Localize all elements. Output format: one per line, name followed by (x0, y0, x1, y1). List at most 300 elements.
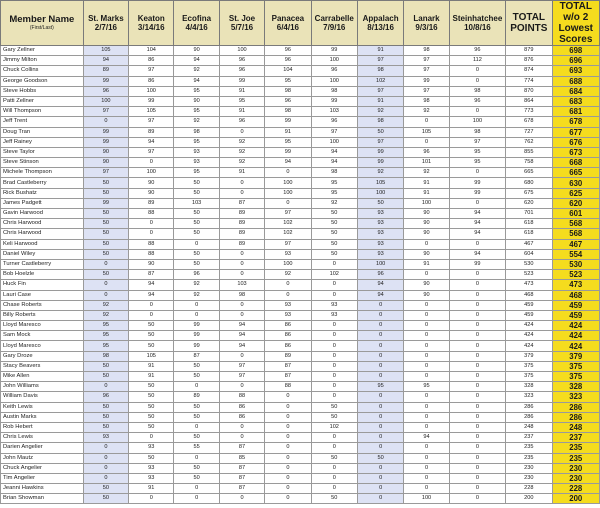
member-name-cell: Rob Hebert (1, 422, 84, 432)
total-lowest-cell: 459 (552, 310, 599, 320)
member-name-cell: Keith Lewis (1, 402, 84, 412)
score-cell: 0 (174, 239, 219, 249)
table-row (1, 188, 600, 198)
column-header-event (404, 1, 449, 46)
score-cell: 50 (357, 127, 403, 137)
score-cell: 97 (83, 168, 128, 178)
total-points-cell: 328 (506, 382, 552, 392)
score-cell: 0 (265, 412, 311, 422)
table-row (1, 198, 600, 208)
score-cell: 0 (219, 178, 264, 188)
member-name-cell: Brad Castleberry (1, 178, 84, 188)
column-header-event (174, 1, 219, 46)
score-cell: 99 (83, 127, 128, 137)
score-cell: 0 (449, 270, 505, 280)
total-lowest-cell: 673 (552, 147, 599, 157)
score-cell: 93 (129, 443, 174, 453)
total-points-cell: 235 (506, 443, 552, 453)
total-lowest-cell: 684 (552, 86, 599, 96)
score-cell: 102 (357, 76, 403, 86)
score-cell: 86 (219, 412, 264, 422)
score-cell: 93 (174, 158, 219, 168)
table-row (1, 249, 600, 259)
member-name-cell: Chuck Angelier (1, 463, 84, 473)
score-cell: 0 (311, 280, 357, 290)
score-cell: 0 (219, 300, 264, 310)
score-cell: 0 (174, 494, 219, 504)
score-cell: 90 (174, 96, 219, 106)
score-cell: 98 (311, 86, 357, 96)
score-cell: 50 (129, 382, 174, 392)
score-cell: 0 (449, 351, 505, 361)
score-cell: 94 (357, 290, 403, 300)
score-cell: 94 (129, 280, 174, 290)
score-cell: 0 (357, 494, 403, 504)
score-cell: 50 (83, 270, 128, 280)
score-cell: 92 (219, 147, 264, 157)
member-name-cell: Doug Tran (1, 127, 84, 137)
total-points-cell: 248 (506, 422, 552, 432)
score-cell: 50 (129, 412, 174, 422)
table-row (1, 229, 600, 239)
table-row (1, 412, 600, 422)
member-name-cell: Patti Zellner (1, 96, 84, 106)
score-cell: 90 (129, 188, 174, 198)
score-cell: 0 (357, 422, 403, 432)
score-cell: 0 (449, 494, 505, 504)
score-cell: 97 (265, 209, 311, 219)
total-points-cell: 870 (506, 86, 552, 96)
score-cell: 0 (404, 443, 449, 453)
score-cell: 0 (404, 341, 449, 351)
score-cell: 94 (129, 290, 174, 300)
score-cell: 91 (219, 86, 264, 96)
total-lowest-cell: 681 (552, 107, 599, 117)
member-name-cell: Mike Allen (1, 372, 84, 382)
total-lowest-cell: 248 (552, 422, 599, 432)
total-lowest-cell: 328 (552, 382, 599, 392)
score-cell: 95 (265, 76, 311, 86)
member-name-cell: Jimmy Milton (1, 56, 84, 66)
score-cell: 100 (311, 137, 357, 147)
score-cell: 95 (449, 158, 505, 168)
score-cell: 0 (357, 351, 403, 361)
score-cell: 0 (219, 433, 264, 443)
total-lowest-cell: 523 (552, 270, 599, 280)
score-cell: 0 (265, 422, 311, 432)
score-cell: 0 (83, 473, 128, 483)
score-cell: 87 (219, 198, 264, 208)
score-cell: 89 (129, 127, 174, 137)
event-date: 2/7/16 (94, 23, 117, 32)
table-row (1, 310, 600, 320)
member-name-cell: Steve Taylor (1, 147, 84, 157)
score-cell: 98 (357, 117, 403, 127)
score-cell: 0 (449, 422, 505, 432)
score-cell: 92 (265, 270, 311, 280)
score-cell: 0 (311, 433, 357, 443)
member-name-cell: Jeff Trent (1, 117, 84, 127)
score-cell: 103 (174, 198, 219, 208)
score-cell: 0 (265, 443, 311, 453)
score-cell: 93 (357, 229, 403, 239)
total-points-cell: 665 (506, 168, 552, 178)
member-name-cell: Rick Bushatz (1, 188, 84, 198)
score-cell: 88 (219, 392, 264, 402)
score-cell: 0 (129, 158, 174, 168)
score-cell: 94 (404, 433, 449, 443)
score-cell: 0 (129, 219, 174, 229)
score-cell: 0 (404, 137, 449, 147)
score-cell: 92 (83, 300, 128, 310)
table-row (1, 117, 600, 127)
score-cell: 99 (83, 137, 128, 147)
total-points-cell: 459 (506, 300, 552, 310)
score-cell: 50 (83, 361, 128, 371)
score-cell: 0 (219, 259, 264, 269)
member-name-cell: Lauri Case (1, 290, 84, 300)
score-cell: 94 (449, 249, 505, 259)
score-cell: 91 (265, 127, 311, 137)
table-row (1, 331, 600, 341)
score-cell: 93 (357, 209, 403, 219)
score-cell: 0 (83, 443, 128, 453)
score-cell: 0 (129, 229, 174, 239)
score-cell: 0 (311, 331, 357, 341)
total-lowest-cell: 424 (552, 321, 599, 331)
score-cell: 93 (83, 433, 128, 443)
score-cell: 0 (357, 341, 403, 351)
score-cell: 0 (357, 473, 403, 483)
score-cell: 50 (174, 463, 219, 473)
event-name: Panacea (271, 14, 305, 23)
total-points-cell: 701 (506, 209, 552, 219)
table-row (1, 107, 600, 117)
table-row (1, 147, 600, 157)
column-header-event (357, 1, 403, 46)
event-date: 7/9/16 (323, 23, 346, 32)
score-cell: 93 (174, 147, 219, 157)
total-lowest-cell: 235 (552, 453, 599, 463)
column-header-event (449, 1, 505, 46)
score-cell: 0 (311, 341, 357, 351)
column-header-event (83, 1, 128, 46)
score-cell: 91 (404, 178, 449, 188)
score-cell: 92 (404, 107, 449, 117)
score-cell: 0 (129, 433, 174, 443)
score-cell: 0 (219, 351, 264, 361)
score-cell: 0 (449, 473, 505, 483)
score-cell: 50 (174, 473, 219, 483)
score-cell: 99 (311, 46, 357, 56)
score-cell: 0 (357, 300, 403, 310)
score-cell: 50 (83, 412, 128, 422)
score-cell: 99 (404, 76, 449, 86)
table-row (1, 127, 600, 137)
score-cell: 50 (129, 321, 174, 331)
score-cell: 99 (311, 96, 357, 106)
column-header-event (129, 1, 174, 46)
event-name: Ecofina (182, 14, 212, 23)
score-cell: 0 (357, 433, 403, 443)
score-cell: 0 (311, 351, 357, 361)
score-cell: 50 (311, 402, 357, 412)
member-name-cell: John Williams (1, 382, 84, 392)
total-points-cell: 323 (506, 392, 552, 402)
score-cell: 0 (404, 392, 449, 402)
score-cell: 89 (219, 229, 264, 239)
score-cell: 89 (219, 219, 264, 229)
table-row (1, 137, 600, 147)
table-row (1, 86, 600, 96)
score-cell: 100 (265, 188, 311, 198)
member-name-cell: Steve Stinson (1, 158, 84, 168)
total-lowest-cell: 323 (552, 392, 599, 402)
score-cell: 86 (129, 76, 174, 86)
score-cell: 98 (265, 107, 311, 117)
score-cell: 0 (404, 473, 449, 483)
total-points-cell: 473 (506, 280, 552, 290)
score-cell: 0 (311, 473, 357, 483)
score-cell: 0 (265, 484, 311, 494)
total-points-cell: 762 (506, 137, 552, 147)
score-cell: 93 (265, 310, 311, 320)
score-cell: 50 (174, 361, 219, 371)
score-cell: 98 (357, 66, 403, 76)
table-row (1, 422, 600, 432)
score-cell: 0 (404, 361, 449, 371)
score-cell: 0 (449, 76, 505, 86)
score-cell: 0 (404, 270, 449, 280)
member-name-cell: Jeff Rainey (1, 137, 84, 147)
score-cell: 95 (174, 86, 219, 96)
member-name-cell: Sam Mock (1, 331, 84, 341)
total-points-cell: 228 (506, 484, 552, 494)
total-points-cell: 879 (506, 46, 552, 56)
total-points-cell: 678 (506, 117, 552, 127)
total-lowest-cell: 230 (552, 473, 599, 483)
total-points-cell: 758 (506, 158, 552, 168)
score-cell: 86 (265, 321, 311, 331)
score-cell: 90 (404, 290, 449, 300)
total-points-cell: 876 (506, 56, 552, 66)
score-cell: 105 (83, 46, 128, 56)
score-cell: 0 (129, 310, 174, 320)
score-cell: 50 (357, 198, 403, 208)
total-points-cell: 230 (506, 463, 552, 473)
score-cell: 89 (83, 66, 128, 76)
member-name-cell: James Padgett (1, 198, 84, 208)
score-cell: 98 (174, 127, 219, 137)
score-cell: 50 (83, 372, 128, 382)
score-cell: 0 (449, 321, 505, 331)
table-row (1, 66, 600, 76)
score-cell: 0 (265, 402, 311, 412)
score-cell: 105 (404, 127, 449, 137)
event-date: 5/7/16 (230, 23, 254, 32)
table-row (1, 259, 600, 269)
score-cell: 95 (404, 382, 449, 392)
score-cell: 50 (311, 239, 357, 249)
score-cell: 94 (219, 331, 264, 341)
score-cell: 50 (129, 392, 174, 402)
score-cell: 92 (357, 107, 403, 117)
member-name-cell: Darien Angelier (1, 443, 84, 453)
score-cell: 95 (174, 137, 219, 147)
score-cell: 88 (129, 239, 174, 249)
score-cell: 50 (311, 229, 357, 239)
event-date: 8/13/16 (367, 23, 394, 32)
score-cell: 94 (311, 147, 357, 157)
total-points-cell: 286 (506, 402, 552, 412)
score-cell: 101 (404, 158, 449, 168)
score-cell: 87 (219, 443, 264, 453)
score-cell: 92 (311, 198, 357, 208)
member-name-cell: Keli Harwood (1, 239, 84, 249)
score-cell: 50 (83, 402, 128, 412)
table-row (1, 382, 600, 392)
score-cell: 96 (311, 66, 357, 76)
score-cell: 91 (219, 107, 264, 117)
score-cell: 0 (404, 310, 449, 320)
score-cell: 0 (404, 463, 449, 473)
score-cell: 0 (404, 422, 449, 432)
score-cell: 0 (174, 382, 219, 392)
score-cell: 96 (265, 56, 311, 66)
table-row (1, 219, 600, 229)
score-cell: 97 (129, 147, 174, 157)
score-cell: 50 (174, 229, 219, 239)
score-cell: 95 (174, 168, 219, 178)
score-cell: 91 (129, 484, 174, 494)
total-lowest-cell: 698 (552, 46, 599, 56)
score-cell: 50 (357, 453, 403, 463)
score-cell: 0 (174, 310, 219, 320)
score-cell: 50 (83, 219, 128, 229)
score-cell: 98 (83, 351, 128, 361)
event-date: 10/8/16 (464, 23, 491, 32)
score-cell: 0 (174, 453, 219, 463)
total-points-cell: 459 (506, 310, 552, 320)
score-cell: 99 (265, 117, 311, 127)
total-lowest-cell: 568 (552, 219, 599, 229)
score-cell: 95 (311, 188, 357, 198)
member-name-cell: Brian Showman (1, 494, 84, 504)
score-cell: 50 (174, 412, 219, 422)
event-date: 6/4/16 (276, 23, 299, 32)
total-points-cell: 230 (506, 473, 552, 483)
score-cell: 0 (83, 453, 128, 463)
score-cell: 0 (449, 341, 505, 351)
total-lowest-cell: 677 (552, 127, 599, 137)
total-points-cell: 675 (506, 188, 552, 198)
table-row (1, 46, 600, 56)
score-cell: 55 (174, 443, 219, 453)
score-cell: 0 (449, 412, 505, 422)
score-cell: 100 (83, 96, 128, 106)
table-row (1, 96, 600, 106)
score-cell: 99 (265, 147, 311, 157)
score-cell: 0 (311, 290, 357, 300)
table-row (1, 56, 600, 66)
score-cell: 99 (129, 96, 174, 106)
event-date: 9/3/16 (415, 23, 438, 32)
score-cell: 103 (311, 107, 357, 117)
column-header-member (1, 1, 84, 46)
total-lowest-cell: 237 (552, 433, 599, 443)
score-cell: 99 (449, 178, 505, 188)
score-cell: 97 (404, 66, 449, 76)
score-cell: 100 (357, 259, 403, 269)
score-cell: 96 (219, 117, 264, 127)
table-row (1, 372, 600, 382)
table-row (1, 341, 600, 351)
score-cell: 96 (219, 56, 264, 66)
total-points-cell: 618 (506, 219, 552, 229)
score-cell: 86 (129, 56, 174, 66)
table-row (1, 158, 600, 168)
score-cell: 0 (83, 117, 128, 127)
score-cell: 89 (219, 209, 264, 219)
score-cell: 92 (219, 137, 264, 147)
score-cell: 104 (265, 66, 311, 76)
score-cell: 98 (311, 168, 357, 178)
header-row (1, 1, 600, 46)
score-cell: 88 (129, 209, 174, 219)
score-cell: 0 (449, 443, 505, 453)
score-cell: 93 (265, 249, 311, 259)
score-cell: 87 (219, 463, 264, 473)
score-cell: 92 (357, 168, 403, 178)
total-lowest-cell: 668 (552, 158, 599, 168)
member-name-cell: Huck Fin (1, 280, 84, 290)
event-name: St. Marks (88, 14, 124, 23)
score-cell: 0 (311, 372, 357, 382)
score-cell: 50 (129, 422, 174, 432)
score-cell: 91 (129, 361, 174, 371)
score-cell: 0 (404, 331, 449, 341)
score-cell: 97 (219, 361, 264, 371)
table-row (1, 494, 600, 504)
table-row (1, 290, 600, 300)
score-cell: 0 (404, 402, 449, 412)
total-lowest-cell: 468 (552, 290, 599, 300)
score-cell: 0 (449, 107, 505, 117)
score-cell: 96 (265, 46, 311, 56)
score-cell: 90 (174, 46, 219, 56)
score-cell: 0 (357, 310, 403, 320)
total-lowest-cell: 568 (552, 229, 599, 239)
score-cell: 95 (449, 147, 505, 157)
table-row (1, 76, 600, 86)
score-cell: 0 (265, 453, 311, 463)
score-cell: 87 (174, 351, 219, 361)
score-cell: 0 (404, 239, 449, 249)
score-cell: 0 (83, 280, 128, 290)
total-lowest-cell: 620 (552, 198, 599, 208)
score-cell: 0 (357, 372, 403, 382)
score-cell: 95 (357, 382, 403, 392)
score-cell: 50 (129, 402, 174, 412)
score-cell: 95 (83, 331, 128, 341)
score-cell: 50 (83, 178, 128, 188)
total-lowest-cell: 676 (552, 137, 599, 147)
score-cell: 97 (404, 86, 449, 96)
score-cell: 50 (83, 209, 128, 219)
score-cell: 100 (404, 494, 449, 504)
score-cell: 50 (174, 178, 219, 188)
total-lowest-cell: 688 (552, 76, 599, 86)
